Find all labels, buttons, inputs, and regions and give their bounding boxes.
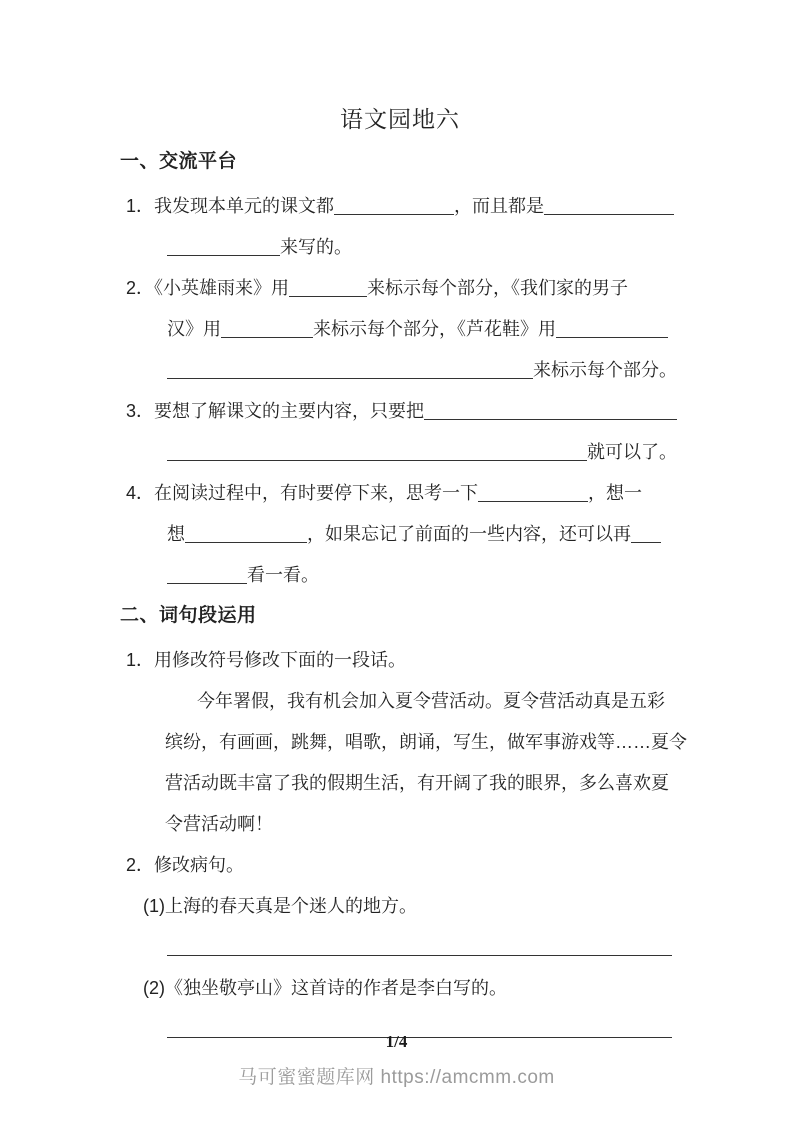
text-line (126, 401, 680, 421)
text-line (126, 650, 680, 670)
blank-underline (424, 405, 677, 420)
text-line (167, 937, 680, 957)
text-segment: 2．《小英雄雨来》用 (126, 278, 290, 298)
text-segment: 看一看。 (247, 565, 319, 585)
text-line (167, 442, 680, 462)
text-segment: 想 (167, 524, 185, 544)
text-segment: 1．用修改符号修改下面的一段话。 (126, 650, 407, 670)
blank-underline (167, 446, 587, 461)
text-segment: 1．我发现本单元的课文都 (126, 196, 335, 216)
blank-underline (167, 569, 247, 584)
text-segment: ，如果忘记了前面的一些内容，还可以再 (307, 524, 631, 544)
text-segment: 营活动既丰富了我的假期生活，有开阔了我的眼界，多么喜欢夏 (165, 773, 669, 793)
text-line (167, 565, 680, 585)
text-line (143, 896, 680, 916)
site-watermark: 马可蜜蜜题库网 https://amcmm.com (238, 1067, 555, 1088)
text-segment: 缤纷，有画画，跳舞，唱歌，朗诵，写生，做军事游戏等……夏令 (165, 732, 687, 752)
text-line (167, 524, 680, 544)
blank-underline (334, 200, 454, 215)
blank-underline (167, 941, 672, 956)
document-body (120, 104, 687, 1060)
text-line (167, 319, 680, 339)
blank-underline (185, 528, 307, 543)
text-segment: 汉》用 (167, 319, 221, 339)
section-header: 二、词句段运用 (120, 605, 257, 626)
text-line (167, 360, 680, 380)
text-line (126, 278, 680, 298)
text-line (126, 196, 680, 216)
blank-underline (221, 323, 313, 338)
text-segment: 今年署假，我有机会加入夏令营活动。夏令营活动真是五彩 (197, 691, 665, 711)
text-segment: 来标示每个部分。 (533, 360, 677, 380)
text-segment: ，想一 (588, 483, 643, 503)
text-segment: 令营活动啊！ (165, 814, 273, 834)
text-line (165, 732, 687, 752)
blank-underline (167, 364, 533, 379)
text-line (126, 855, 680, 875)
text-segment: (2)《独坐敬亭山》这首诗的作者是李白写的。 (143, 978, 507, 998)
blank-underline (544, 200, 674, 215)
text-line (126, 483, 680, 503)
section-header: 一、交流平台 (120, 151, 238, 172)
blank-underline (478, 487, 588, 502)
text-line (197, 691, 680, 711)
text-segment: (1)上海的春天真是个迷人的地方。 (143, 896, 417, 916)
text-line (165, 773, 680, 793)
blank-underline (289, 282, 367, 297)
text-segment: 就可以了。 (587, 442, 677, 462)
blank-underline (556, 323, 668, 338)
blank-underline (631, 528, 661, 543)
text-segment: 来标示每个部分，《我们家的男子 (367, 278, 629, 298)
text-segment: 来标示每个部分，《芦花鞋》用 (313, 319, 556, 339)
text-line (143, 978, 680, 998)
text-segment: 4．在阅读过程中，有时要停下来，思考一下 (126, 483, 479, 503)
text-line (167, 237, 680, 257)
text-segment: 3．要想了解课文的主要内容，只要把 (126, 401, 425, 421)
text-line (165, 814, 680, 834)
document-title: 语文园地六 (340, 106, 460, 132)
text-segment: 2．修改病句。 (126, 855, 245, 875)
text-segment: ，而且都是 (454, 196, 545, 216)
blank-underline (167, 241, 280, 256)
page-number: 1/4 (385, 1032, 408, 1051)
text-segment: 来写的。 (280, 237, 352, 257)
